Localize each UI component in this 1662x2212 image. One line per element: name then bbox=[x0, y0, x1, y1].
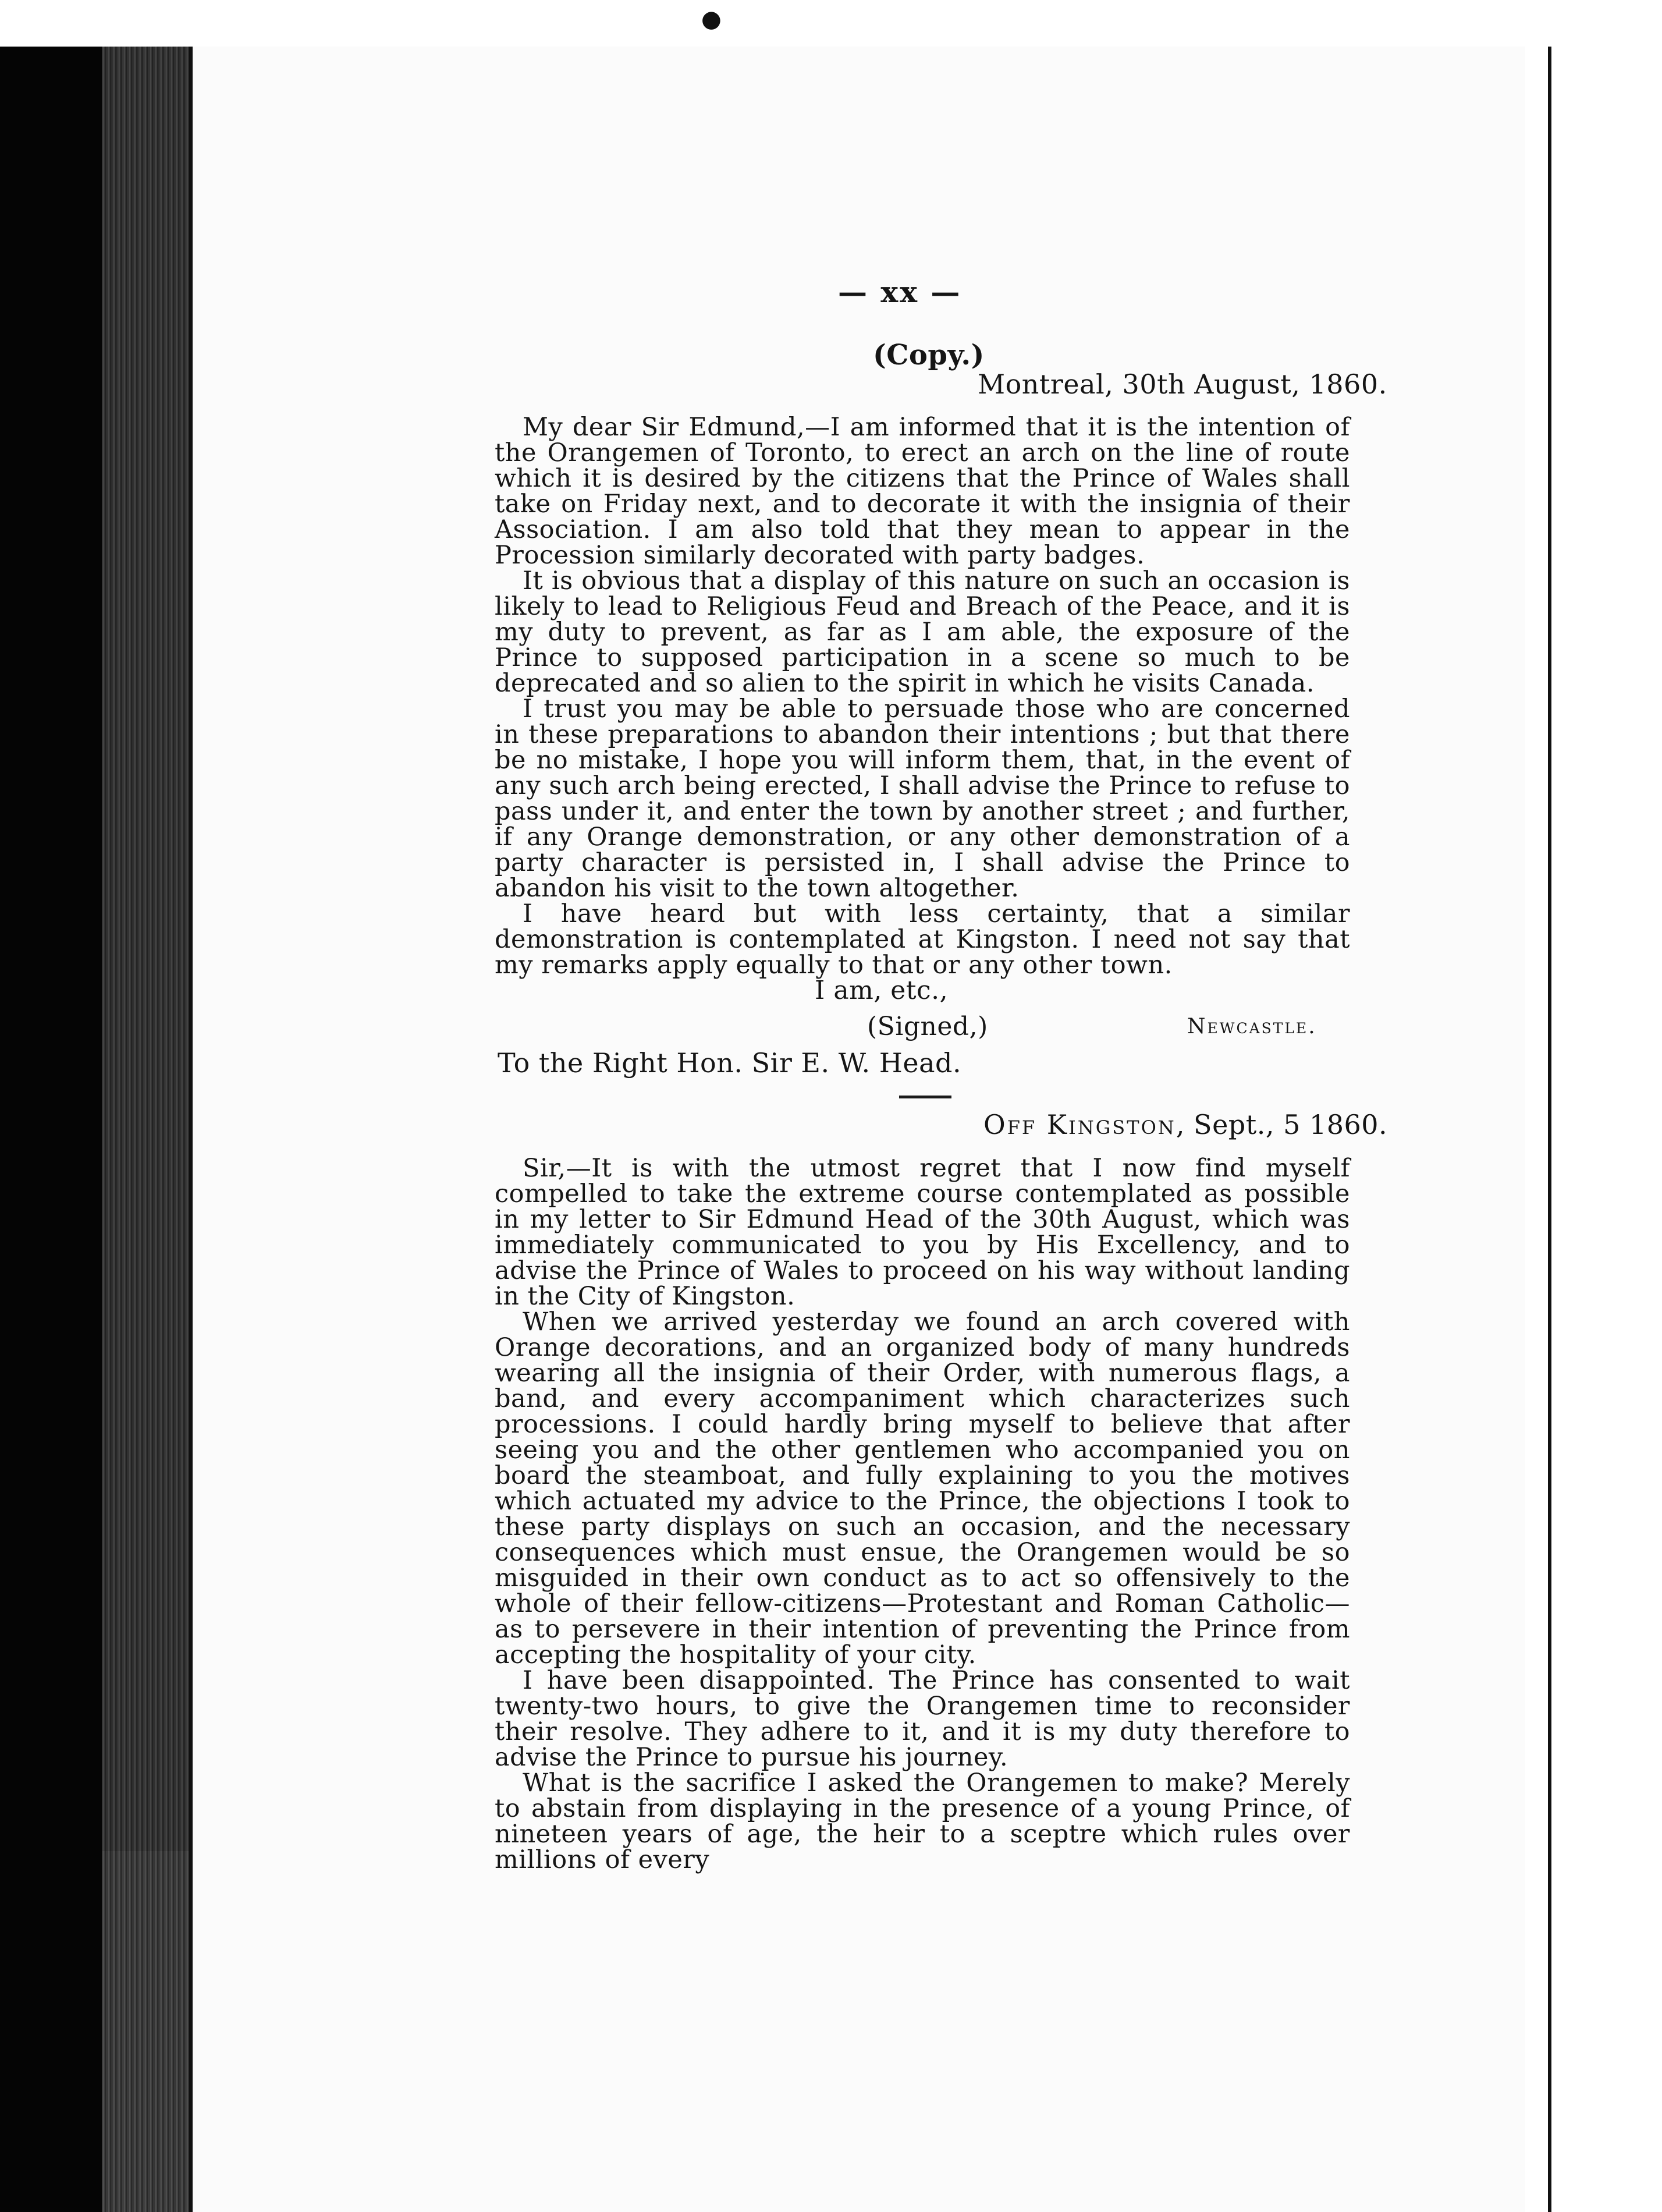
letter1-body bbox=[495, 414, 1350, 978]
letter1-dateline: Montreal, 30th August, 1860. bbox=[978, 368, 1387, 400]
letter2-paragraph: I have been disappointed. The Prince has consented to wait twenty-two hours, to give the Orangemen time to reconsider their resolve. They adhere to it, and it is my duty therefore to advise the Prince to pursue his journey. bbox=[495, 1666, 1350, 1772]
letter2-paragraph: Sir,—It is with the utmost regret that I now find myself compelled to take the extreme course contemplated as possible in my letter to Sir Edmund Head of the 30th August, which was immediately communicated to you by His Excellency, and to advise the Prince of Wales to proceed on his way without landing in the City of Kingston. bbox=[495, 1154, 1350, 1311]
letter2-dateline bbox=[983, 1109, 1388, 1140]
letter1-paragraph: It is obvious that a display of this nature on such an occasion is likely to lead to Religious Feud and Breach of the Peace, and it is my duty to prevent, as far as I am able, the exposure of the Prince to supposed participation in a scene so much to be deprecated and so alien to the spirit in which he visits Canada. bbox=[495, 566, 1350, 698]
scan-border-top bbox=[0, 0, 1662, 47]
letter1-paragraph: My dear Sir Edmund,—I am informed that it is the intention of the Orangemen of Toronto, to erect an arch on the line of route which it is desired by the citizens that the Prince of Wales shall take on Friday next, and to decorate it with the insignia of their Association. I am also told that they mean to appear in the Procession similarly decorated with party badges. bbox=[495, 413, 1350, 570]
letter1-paragraph: I trust you may be able to persuade those who are concerned in these preparations to abandon their intentions ; but that there be no mistake, I hope you will inform them, that, in the event of any such arch being erected, I shall advise the Prince to refuse to pass under it, and enter the town by another street ; and further, if any Orange demonstration, or any other demonstration of a party character is persisted in, I shall advise the Prince to abandon his visit to the town altogether. bbox=[495, 694, 1350, 903]
scan-border-left bbox=[0, 0, 102, 2212]
scan-speck-mark: ● bbox=[701, 6, 722, 33]
scan-margin-right bbox=[1551, 47, 1662, 2212]
letter2-body bbox=[495, 1155, 1350, 1873]
letter2-dateline-date: , Sept., 5 1860. bbox=[1176, 1109, 1388, 1140]
letter2-dateline-place: Off Kingston bbox=[983, 1109, 1176, 1140]
page-number: — xx — bbox=[838, 275, 962, 309]
section-divider bbox=[899, 1096, 951, 1098]
book-page-edges bbox=[102, 47, 189, 1851]
letter2-paragraph: When we arrived yesterday we found an arch covered with Orange decorations, and an organized body of many hundreds wearing all the insignia of their Order, with numerous flags, a band, and every accompaniment which characterizes such processions. I could hardly bring myself to believe that after seeing you and the other gentlemen who accompanied you on board the steamboat, and fully explaining to you the motives which actuated my advice to the Prince, the objections I took to these party displays on such an occasion, and the necessary consequences which must ensue, the Orangemen would be so misguided in their own conduct as to act so offensively to the whole of their fellow-citizens—Protestant and Roman Catholic—as to persevere in their intention of preventing the Prince from accepting the hospitality of your city. bbox=[495, 1307, 1350, 1669]
letter1-closing: I am, etc., bbox=[815, 976, 949, 1005]
letter1-paragraph: I have heard but with less certainty, that a similar demonstration is contemplated at Kingston. I need not say that my remarks apply equally to that or any other town. bbox=[495, 899, 1350, 980]
book-page-edges-lower bbox=[102, 1851, 189, 2212]
letter1-signed: (Signed,) bbox=[867, 1012, 988, 1041]
letter1-signature: Newcastle. bbox=[1187, 1015, 1317, 1038]
letter1-heading: (Copy.) bbox=[873, 339, 985, 371]
letter1-addressee: To the Right Hon. Sir E. W. Head. bbox=[498, 1047, 962, 1079]
letter2-paragraph: What is the sacrifice I asked the Orangemen to make? Merely to abstain from displaying in the presence of a young Prince, of nineteen years of age, the heir to a sceptre which rules over millions of every bbox=[495, 1768, 1350, 1874]
